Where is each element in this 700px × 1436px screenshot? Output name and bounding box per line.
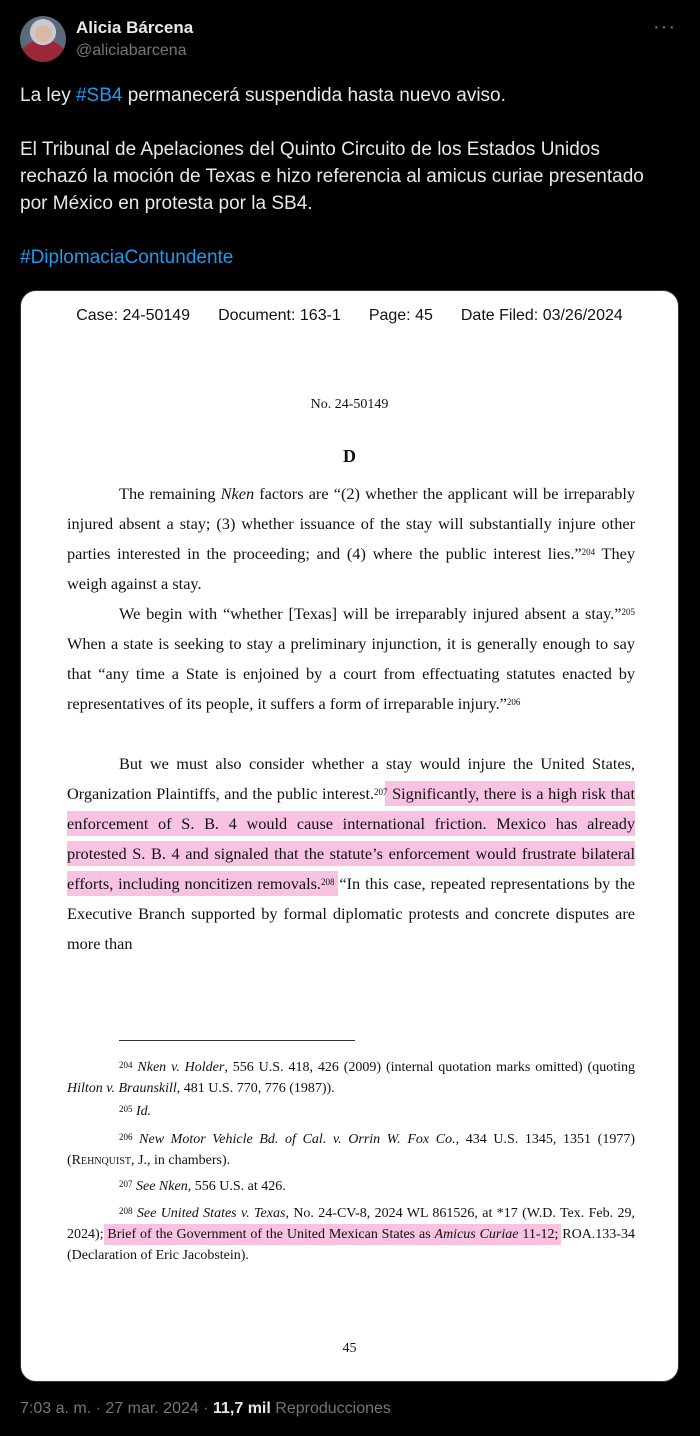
paragraph-1 bbox=[67, 479, 635, 599]
footnote-ref-205: 205 bbox=[621, 607, 635, 617]
footnote-207 bbox=[67, 1176, 635, 1197]
hashtag-sb4[interactable]: #SB4 bbox=[75, 85, 123, 106]
fn204-text-a: , 556 U.S. 418, 426 (2009) (internal quotation marks omitted) (quoting bbox=[224, 1060, 635, 1075]
footnote-204 bbox=[67, 1057, 635, 1099]
p2-text-a: We begin with “whether [Texas] will be irreparably injured absent a stay.” bbox=[119, 604, 622, 623]
fn-num-206: 206 bbox=[119, 1132, 133, 1142]
fn204-case: Nken v. Holder bbox=[137, 1060, 225, 1075]
page-label: Page: 45 bbox=[368, 307, 433, 324]
fn207-text: , 556 U.S. at 426. bbox=[187, 1179, 286, 1194]
fn-num-205: 205 bbox=[119, 1104, 133, 1114]
fn-num-208: 208 bbox=[119, 1206, 133, 1216]
section-heading: D bbox=[343, 446, 356, 466]
paragraph-3 bbox=[67, 749, 635, 959]
attached-document-image[interactable] bbox=[20, 290, 679, 1382]
view-count: 11,7 mil bbox=[212, 1400, 271, 1417]
tweet-text bbox=[20, 82, 670, 271]
fn204-case-2: Hilton v. Braunskill bbox=[67, 1081, 177, 1096]
fn206-justice: Rehnquist bbox=[71, 1153, 132, 1168]
fn207-case: See Nken bbox=[136, 1179, 188, 1194]
hashtag-diplomacia[interactable]: #DiplomaciaContundente bbox=[20, 247, 234, 268]
fn-num-204: 204 bbox=[119, 1060, 133, 1070]
fn208-text-a: , No. 24-CV-8, 2024 WL 861526, at *17 (W.D. Tex. Feb. 29, 2024); bbox=[67, 1206, 636, 1242]
footnote-ref-207: 207 bbox=[374, 787, 388, 797]
tweet-meta bbox=[20, 1400, 391, 1418]
p1-text-c: They weigh against a stay. bbox=[67, 544, 635, 593]
author-handle[interactable]: @aliciabarcena bbox=[76, 42, 187, 59]
fn208-hl-text-2: 11-12; bbox=[518, 1227, 559, 1242]
tweet-header bbox=[20, 14, 680, 70]
fn206-text-b: , J., in chambers). bbox=[131, 1153, 231, 1168]
views-label: Reproducciones bbox=[270, 1400, 391, 1417]
more-options-icon[interactable]: ··· bbox=[653, 16, 676, 38]
fn208-case: See United States v. Texas bbox=[136, 1206, 286, 1221]
author-name[interactable]: Alicia Bárcena bbox=[76, 18, 194, 37]
fn208-highlight bbox=[107, 1227, 558, 1242]
fn208-hl-italic: Amicus Curiae bbox=[434, 1227, 519, 1242]
footnote-ref-208: 208 bbox=[321, 877, 335, 887]
p3-text-a: But we must also consider whether a stay would injure the United States, Organization Plaintiffs, and the public interest. bbox=[67, 754, 635, 803]
footnote-ref-206: 206 bbox=[506, 697, 521, 707]
tweet-line-1b: permanecerá suspendida hasta nuevo aviso. bbox=[122, 85, 506, 106]
p2-text-b: When a state is seeking to stay a preliminary injunction, it is generally enough to say that “any time a State is enjoined by a court from effectuating statutes enacted by representatives of its people, it suffers a form of irreparable injury.” bbox=[67, 634, 635, 713]
fn205-text: Id. bbox=[136, 1104, 152, 1119]
fn208-text-b: ROA.133-34 (Declaration of Eric Jacobstein). bbox=[67, 1227, 635, 1263]
fn206-case: New Motor Vehicle Bd. of Cal. v. Orrin W. Fox Co. bbox=[139, 1132, 456, 1147]
footnote-divider bbox=[119, 1040, 355, 1041]
p1-case-name: Nken bbox=[220, 484, 255, 503]
footnote-ref-204: 204 bbox=[581, 547, 596, 557]
document-number: Document: 163-1 bbox=[218, 307, 341, 324]
paragraph-2 bbox=[67, 599, 635, 719]
document-header bbox=[21, 307, 678, 325]
date-filed: Date Filed: 03/26/2024 bbox=[460, 307, 623, 324]
timestamp[interactable]: 7:03 a. m. · 27 mar. 2024 · bbox=[20, 1400, 213, 1417]
footnote-206 bbox=[67, 1129, 635, 1171]
fn206-text-a: , 434 U.S. 1345, 1351 (1977) ( bbox=[67, 1132, 635, 1168]
case-number: Case: 24-50149 bbox=[76, 307, 191, 324]
p1-text-a: The remaining bbox=[119, 484, 221, 503]
tweet-line-1a: La ley bbox=[20, 85, 76, 106]
fn-num-207: 207 bbox=[119, 1179, 133, 1189]
docket-number: No. 24-50149 bbox=[310, 397, 389, 412]
fn204-text-b: , 481 U.S. 770, 776 (1987)). bbox=[176, 1081, 335, 1096]
footnote-205 bbox=[67, 1101, 635, 1122]
p1-text-b: factors are “(2) whether the applicant will be irreparably injured absent a stay; (3) whether issuance of the stay will substantially injure other parties interested in the proceeding; and (4) where the public interest lies.” bbox=[67, 484, 635, 563]
avatar[interactable] bbox=[20, 16, 66, 62]
tweet-paragraph-2: El Tribunal de Apelaciones del Quinto Circuito de los Estados Unidos rechazó la moción de Texas e hizo referencia al amicus curiae presentado por México en protesta por la SB4. bbox=[20, 139, 650, 214]
p3-highlight: Significantly, there is a high risk that enforcement of S. B. 4 would cause international friction. Mexico has already protested S. B. 4 and signaled that the statute’s enforcement would frustrate bilateral efforts, including noncitizen removals. bbox=[67, 784, 635, 893]
page-number: 45 bbox=[342, 1341, 357, 1356]
fn208-hl-text: Brief of the Government of the United Mexican States as bbox=[107, 1227, 435, 1242]
p3-text-b: “In this case, repeated representations by the Executive Branch supported by formal diplomatic protests and concrete disputes are more than bbox=[67, 874, 636, 953]
footnote-208 bbox=[67, 1203, 635, 1266]
